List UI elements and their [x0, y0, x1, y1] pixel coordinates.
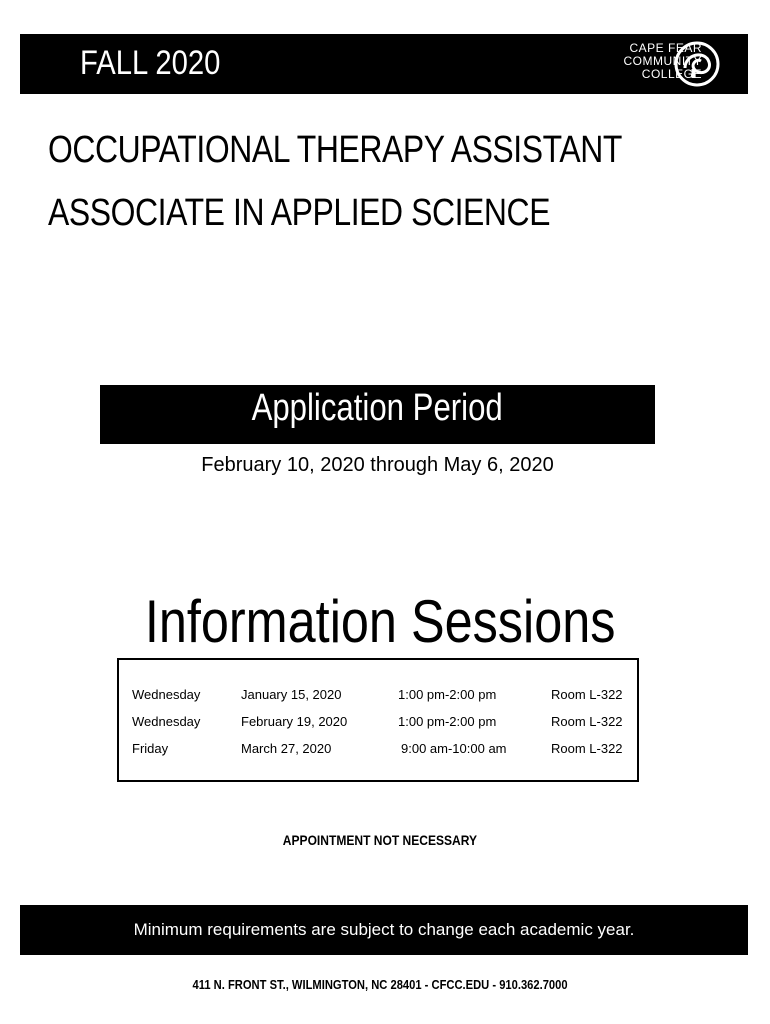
session-row	[119, 712, 637, 732]
footer-contact-text: 411 N. FRONT ST., WILMINGTON, NC 28401 - CFCC.EDU - 910.362.7000	[192, 977, 568, 992]
session-day: Wednesday	[132, 687, 201, 702]
term-label: FALL 2020	[80, 44, 221, 82]
appointment-note	[0, 832, 760, 848]
session-time: 1:00 pm-2:00 pm	[398, 714, 497, 729]
session-room: Room L-322	[551, 714, 623, 729]
degree-title: ASSOCIATE IN APPLIED SCIENCE	[48, 192, 551, 234]
session-row	[119, 685, 637, 705]
session-room: Room L-322	[551, 741, 623, 756]
application-period-heading	[100, 385, 655, 444]
session-room: Room L-322	[551, 687, 623, 702]
logo-line: COLLEGE	[641, 67, 702, 81]
session-time: 9:00 am-10:00 am	[401, 741, 507, 756]
session-day: Friday	[132, 741, 169, 756]
requirements-notice: Minimum requirements are subject to change each academic year.	[20, 905, 748, 955]
information-sessions-label: Information Sessions	[144, 588, 616, 655]
header-banner	[20, 34, 748, 94]
logo-line: CAPE FEAR	[629, 41, 702, 55]
footer-contact	[0, 977, 760, 992]
information-sessions-heading	[0, 588, 760, 656]
logo-line: COMMUNITY	[623, 54, 702, 68]
application-period-label: Application Period	[251, 387, 504, 429]
session-date: January 15, 2020	[241, 687, 342, 702]
college-logo-icon	[671, 38, 723, 90]
session-date: March 27, 2020	[241, 741, 332, 756]
sessions-table	[117, 658, 639, 782]
appointment-note-label: APPOINTMENT NOT NECESSARY	[282, 832, 478, 848]
session-day: Wednesday	[132, 714, 201, 729]
program-title: OCCUPATIONAL THERAPY ASSISTANT	[48, 129, 622, 171]
session-date: February 19, 2020	[241, 714, 348, 729]
session-row	[119, 739, 637, 759]
application-dates: February 10, 2020 through May 6, 2020	[201, 454, 554, 476]
session-time: 1:00 pm-2:00 pm	[398, 687, 497, 702]
